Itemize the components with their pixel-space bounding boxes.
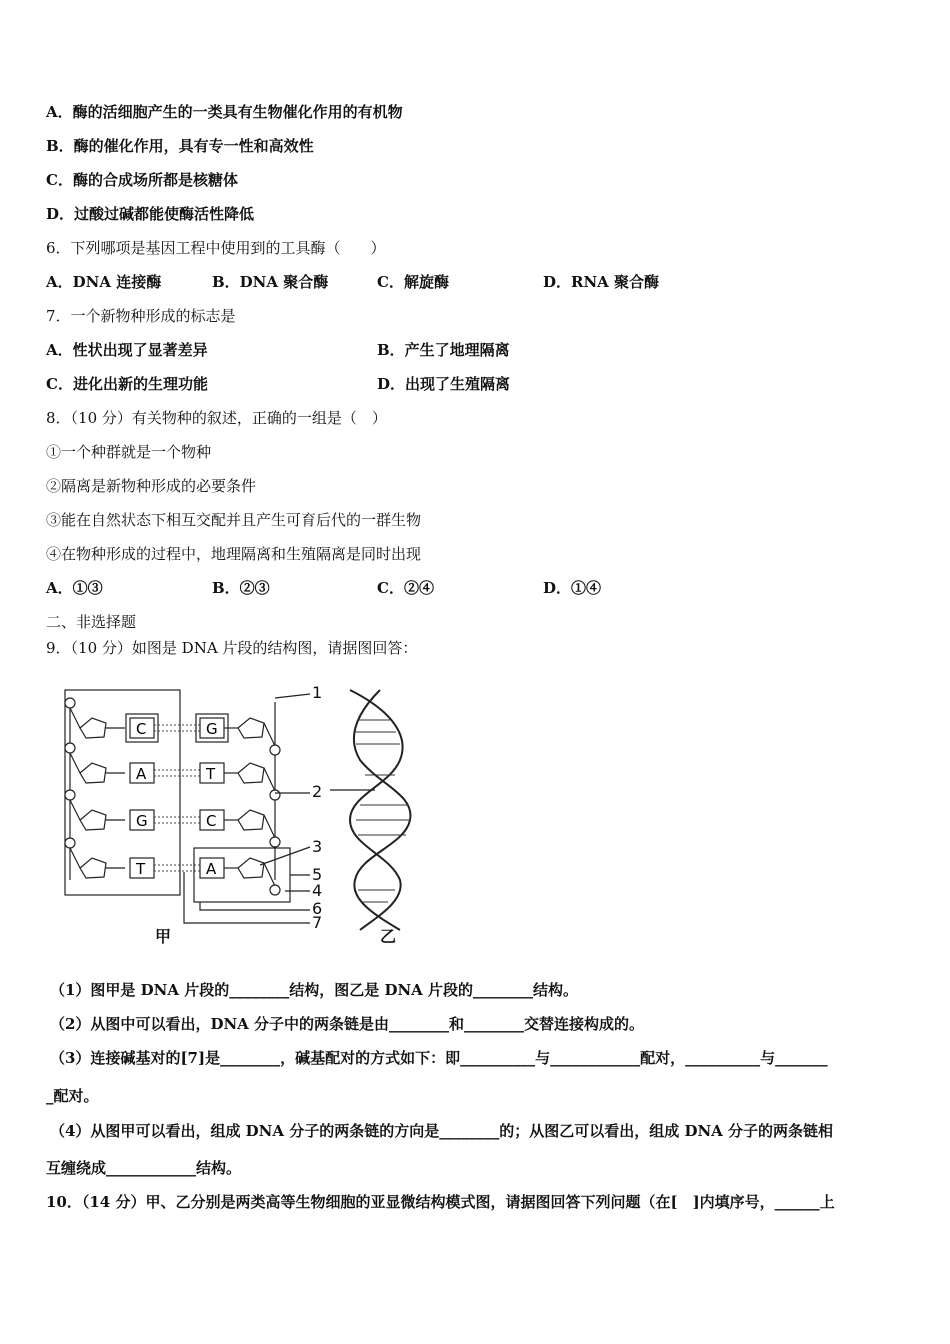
q8-stem: 8．（10 分）有关物种的叙述，正确的一组是（ ） <box>46 409 387 427</box>
q5-option-b: B．酶的催化作用，具有专一性和高效性 <box>46 137 314 155</box>
bond-right <box>264 815 275 838</box>
num-label: 1 <box>312 683 323 702</box>
q7-option-b: B．产生了地理隔离 <box>377 341 510 359</box>
base-left: C <box>136 720 147 738</box>
phosphate-right <box>270 837 280 847</box>
phosphate-left <box>65 838 75 848</box>
num-label: 2 <box>312 782 323 801</box>
leader-6 <box>200 902 310 910</box>
phosphate-right <box>270 790 280 800</box>
q6-option-b: B．DNA 聚合酶 <box>212 273 329 291</box>
sugar-left <box>80 858 106 878</box>
dna-structure-figure <box>60 680 480 950</box>
q9-part-3-line1: （3）连接碱基对的[7]是________，碱基配对的方式如下：即__________与____________配对，__________与_______ <box>50 1049 828 1067</box>
q8-option-b: B．②③ <box>212 579 270 597</box>
q8-statement-1: ①一个种群就是一个物种 <box>46 443 212 461</box>
phosphate-left <box>65 790 75 800</box>
bond-right <box>264 768 275 791</box>
leader-3 <box>260 847 310 865</box>
q9-part-2: （2）从图中可以看出，DNA 分子中的两条链是由________和________交替连接构成的。 <box>50 1015 645 1033</box>
q10-stem: 10．（14 分）甲、乙分别是两类高等生物细胞的亚显微结构模式图，请据图回答下列问题（在[ ]内填序号，______上 <box>46 1193 835 1211</box>
phosphate-left <box>65 743 75 753</box>
q8-statement-2: ②隔离是新物种形成的必要条件 <box>46 477 257 495</box>
q5-option-c: C．酶的合成场所都是核糖体 <box>46 171 238 189</box>
helix-strand-a <box>350 690 403 930</box>
q9-part-3-line2: _配对。 <box>46 1087 99 1105</box>
q9-part-4-line1: （4）从图甲可以看出，组成 DNA 分子的两条链的方向是________的；从图乙可以看出，组成 DNA 分子的两条链相 <box>50 1122 834 1140</box>
q9-stem: 9．（10 分）如图是 DNA 片段的结构图，请据图回答： <box>46 639 418 657</box>
helix-strand-b <box>354 690 411 930</box>
q6-option-c: C．解旋酶 <box>377 273 449 291</box>
left-strand-box <box>65 690 180 895</box>
label-yi: 乙 <box>380 927 397 946</box>
q5-option-d: D．过酸过碱都能使酶活性降低 <box>46 205 255 223</box>
q9-part-1: （1）图甲是 DNA 片段的________结构，图乙是 DNA 片段的________结构。 <box>50 981 579 999</box>
q9-part-4-line2: 互缠绕成____________结构。 <box>46 1159 242 1177</box>
base-right: C <box>206 812 217 830</box>
bond-left <box>70 708 80 728</box>
num-label: 4 <box>312 881 323 900</box>
section-title: 二、非选择题 <box>46 613 137 631</box>
sugar-right <box>238 858 264 878</box>
q6-option-a: A．DNA 连接酶 <box>46 273 162 291</box>
sugar-left <box>80 718 106 738</box>
sugar-right <box>238 718 264 738</box>
bond-left <box>70 753 80 773</box>
sugar-right <box>238 810 264 830</box>
num-label: 7 <box>312 913 323 932</box>
num-label: 3 <box>312 837 323 856</box>
q7-stem: 7．一个新物种形成的标志是 <box>46 307 236 325</box>
q8-option-d: D．①④ <box>543 579 602 597</box>
dna-diagram <box>60 680 480 950</box>
q8-statement-4: ④在物种形成的过程中，地理隔离和生殖隔离是同时出现 <box>46 545 422 563</box>
q6-option-d: D．RNA 聚合酶 <box>543 273 660 291</box>
bond-left <box>70 800 80 820</box>
bond-left <box>70 848 80 868</box>
q7-option-a: A．性状出现了显著差异 <box>46 341 208 359</box>
base-left: A <box>136 765 147 783</box>
q7-option-d: D．出现了生殖隔离 <box>377 375 511 393</box>
leader-1 <box>275 694 310 698</box>
phosphate-right <box>270 745 280 755</box>
base-right: T <box>206 765 216 783</box>
num-label: 6 <box>312 899 323 918</box>
label-jia: 甲 <box>155 927 172 946</box>
q7-option-c: C．进化出新的生理功能 <box>46 375 208 393</box>
q6-stem: 6．下列哪项是基因工程中使用到的工具酶（ ） <box>46 239 386 257</box>
leader-7 <box>184 872 310 923</box>
sugar-left <box>80 763 106 783</box>
q5-option-a: A．酶的活细胞产生的一类具有生物催化作用的有机物 <box>46 103 403 121</box>
q8-option-c: C．②④ <box>377 579 434 597</box>
q8-option-a: A．①③ <box>46 579 103 597</box>
bond-right <box>264 723 275 746</box>
base-left: T <box>136 860 146 878</box>
phosphate-right <box>270 885 280 895</box>
base-right: A <box>206 860 217 878</box>
base-right: G <box>206 720 218 738</box>
bond-right <box>264 863 275 886</box>
num-label: 5 <box>312 865 323 884</box>
q8-statement-3: ③能在自然状态下相互交配并且产生可育后代的一群生物 <box>46 511 422 529</box>
base-left: G <box>136 812 148 830</box>
sugar-right <box>238 763 264 783</box>
phosphate-left <box>65 698 75 708</box>
sugar-left <box>80 810 106 830</box>
